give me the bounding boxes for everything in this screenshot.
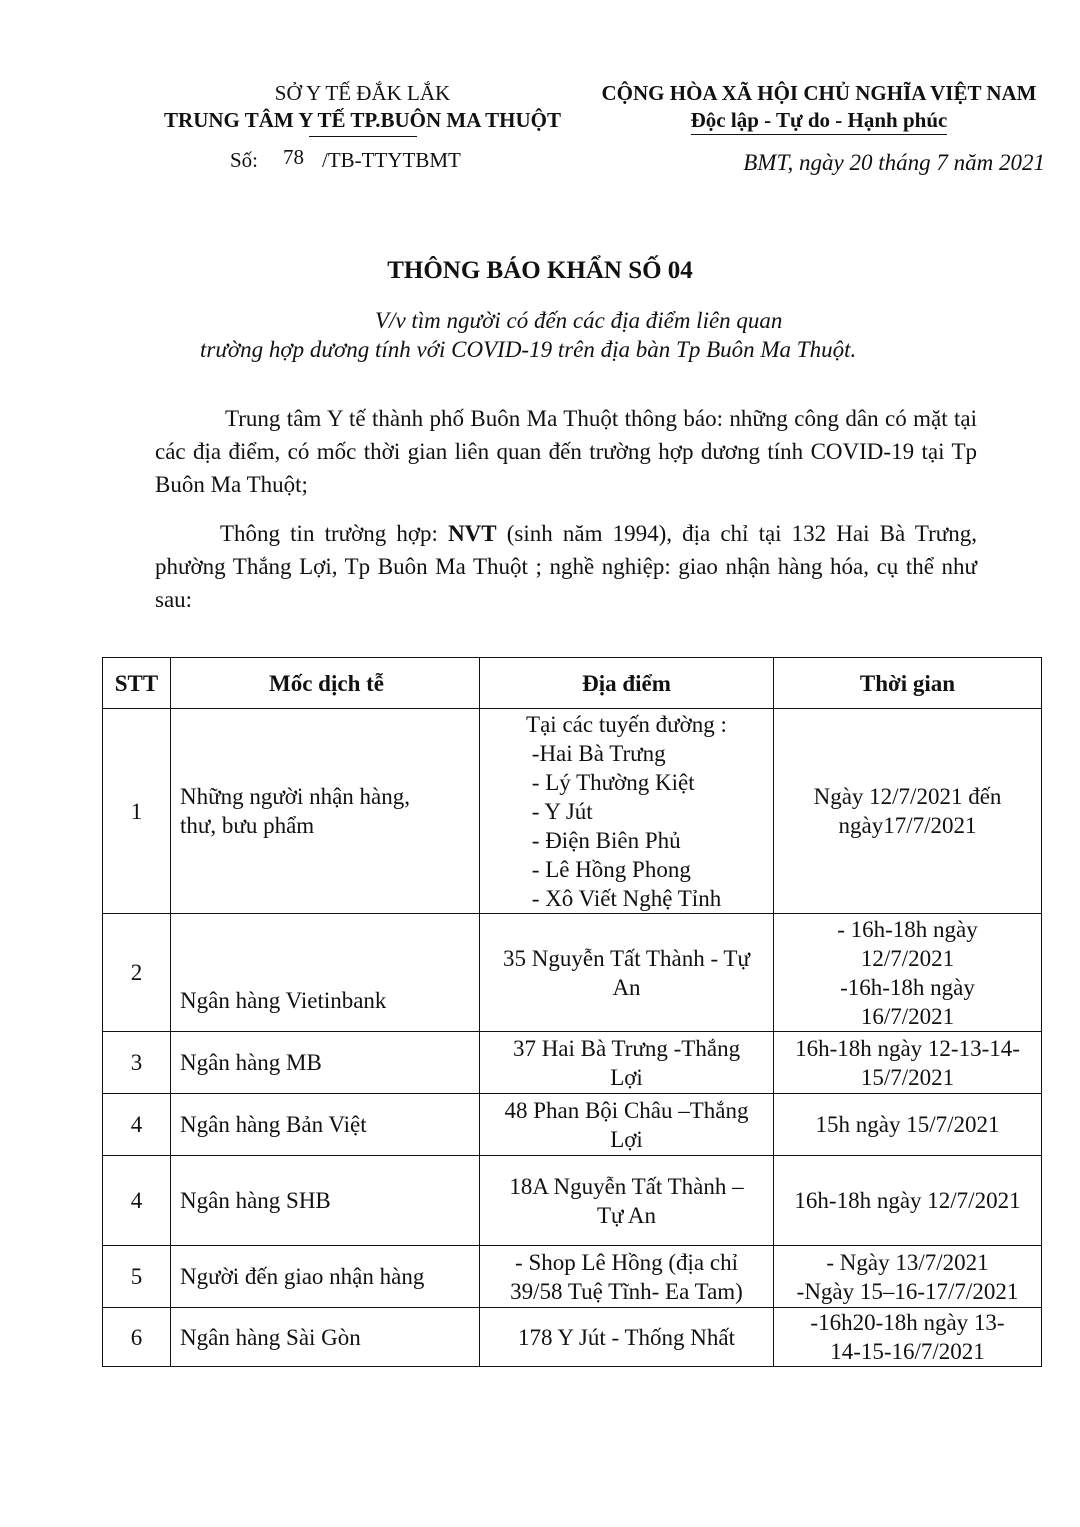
cell-thoi-gian: 15h ngày 15/7/2021	[774, 1094, 1042, 1156]
cell-line: 16h-18h ngày 12-13-14-	[795, 1035, 1020, 1061]
table-row	[103, 709, 1042, 914]
col-header-dia-diem: Địa điểm	[480, 658, 774, 709]
issuing-agency-block	[150, 80, 575, 137]
cell-dia-diem	[480, 1094, 774, 1156]
cell-line: Lợi	[610, 1064, 643, 1090]
cell-line: 12/7/2021	[860, 945, 955, 971]
cell-line: Lợi	[610, 1126, 643, 1152]
cell-line: -16h-18h ngày	[840, 974, 975, 1000]
street-item: - Xô Viết Nghệ Tỉnh	[531, 885, 722, 911]
national-motto: Độc lập - Tự do - Hạnh phúc	[691, 108, 948, 135]
case-info-prefix: Thông tin trường hợp:	[220, 521, 449, 546]
cell-line: 48 Phan Bội Châu –Thắng	[504, 1097, 749, 1123]
table-row	[103, 1032, 1042, 1094]
cell-line: 35 Nguyễn Tất Thành - Tự	[503, 945, 750, 971]
cell-thoi-gian: 16h-18h ngày 12/7/2021	[774, 1156, 1042, 1246]
cell-line: Tại các tuyến đường :	[526, 711, 727, 737]
street-list	[532, 739, 721, 913]
cell-line: - 16h-18h ngày	[837, 916, 978, 942]
document-number-value: 78	[283, 145, 305, 169]
document-number-suffix: /TB-TTYTBMT	[322, 148, 461, 172]
cell-stt: 5	[103, 1246, 171, 1308]
cell-thoi-gian	[774, 1246, 1042, 1308]
col-header-moc-dich-te: Mốc dịch tễ	[171, 658, 480, 709]
cell-line: 18A Nguyễn Tất Thành –	[509, 1173, 744, 1199]
street-item: - Lê Hồng Phong	[531, 856, 691, 882]
cell-line: 39/58 Tuệ Tĩnh- Ea Tam)	[510, 1278, 743, 1304]
cell-stt: 6	[103, 1308, 171, 1367]
cell-moc: Ngân hàng Vietinbank	[171, 914, 480, 1032]
national-motto-block	[580, 80, 1058, 134]
cell-line: Tự An	[596, 1202, 657, 1228]
intro-paragraph: Trung tâm Y tế thành phố Buôn Ma Thuột thông báo: những công dân có mặt tại các địa điểm, có mốc thời gian liên quan đến trường hợp dương tính COVID-19 tại Tp Buôn Ma Thuột;	[155, 406, 977, 497]
cell-moc: Ngân hàng Sài Gòn	[171, 1308, 480, 1367]
parent-agency: SỞ Y TẾ ĐẮK LẮK	[274, 81, 451, 105]
street-item: - Lý Thường Kiệt	[531, 769, 695, 795]
street-item: - Điện Biên Phủ	[531, 827, 681, 853]
cell-line: - Ngày 13/7/2021	[826, 1249, 989, 1275]
cell-dia-diem	[480, 914, 774, 1032]
cell-thoi-gian	[774, 1032, 1042, 1094]
document-title: THÔNG BÁO KHẨN SỐ 04	[387, 257, 693, 284]
street-item: - Y Jút	[531, 798, 593, 824]
street-item: -Hai Bà Trưng	[531, 740, 666, 766]
table-header-row	[103, 658, 1042, 709]
cell-dia-diem	[480, 1246, 774, 1308]
table-row	[103, 914, 1042, 1032]
cell-stt: 3	[103, 1032, 171, 1094]
subject-line-1: V/v tìm người có đến các địa điểm liên quan	[375, 308, 783, 333]
subject-line-2: trường hợp dương tính với COVID-19 trên địa bàn Tp Buôn Ma Thuột.	[200, 337, 857, 362]
cell-moc: Ngân hàng MB	[171, 1032, 480, 1094]
cell-line: An	[612, 974, 641, 1000]
col-header-thoi-gian: Thời gian	[774, 658, 1042, 709]
cell-thoi-gian	[774, 914, 1042, 1032]
cell-stt: 4	[103, 1094, 171, 1156]
issuing-agency: TRUNG TÂM Y TẾ TP.BUÔN MA THUỘT	[164, 108, 561, 132]
cell-dia-diem	[480, 1156, 774, 1246]
col-header-stt: STT	[103, 658, 171, 709]
case-id: NVT	[448, 521, 497, 546]
agency-underline	[309, 136, 417, 137]
cell-line: 15/7/2021	[860, 1064, 955, 1090]
cell-stt: 2	[103, 914, 171, 1032]
cell-moc: Người đến giao nhận hàng	[171, 1246, 480, 1308]
cell-line: Những người nhận hàng,	[180, 784, 411, 809]
document-date: BMT, ngày 20 tháng 7 năm 2021	[743, 150, 1045, 175]
cell-stt: 1	[103, 709, 171, 914]
document-number	[230, 145, 461, 173]
cell-line: -Ngày 15–16-17/7/2021	[796, 1278, 1019, 1304]
cell-line: -16h20-18h ngày 13-	[810, 1310, 1005, 1335]
cell-thoi-gian	[774, 709, 1042, 914]
case-info-details: (sinh năm 1994), địa chỉ tại 132 Hai Bà Trưng, phường Thắng Lợi, Tp Buôn Ma Thuột ; nghề nghiệp: giao nhận hàng hóa, cụ thể như sau:	[155, 521, 978, 612]
table-row	[103, 1156, 1042, 1246]
table-row	[103, 1246, 1042, 1308]
cell-line: thư, bưu phẩm	[180, 813, 315, 838]
cell-moc: Ngân hàng SHB	[171, 1156, 480, 1246]
cell-moc: Ngân hàng Bản Việt	[171, 1094, 480, 1156]
case-info-paragraph	[155, 517, 977, 616]
cell-line: ngày17/7/2021	[838, 813, 977, 838]
cell-dia-diem	[480, 709, 774, 914]
cell-dia-diem: 178 Y Jút - Thống Nhất	[480, 1308, 774, 1367]
epidemiological-table	[102, 657, 1042, 1367]
table-row	[103, 1094, 1042, 1156]
cell-line: 16/7/2021	[860, 1003, 955, 1029]
cell-moc	[171, 709, 480, 914]
document-number-label: Số:	[230, 148, 259, 172]
cell-line: 14-15-16/7/2021	[830, 1339, 985, 1364]
cell-line: Ngày 12/7/2021 đến	[813, 784, 1002, 809]
cell-thoi-gian	[774, 1308, 1042, 1367]
table-row	[103, 1308, 1042, 1367]
country-name: CỘNG HÒA XÃ HỘI CHỦ NGHĨA VIỆT NAM	[601, 81, 1037, 105]
cell-line: 37 Hai Bà Trưng -Thắng	[512, 1035, 741, 1061]
cell-dia-diem	[480, 1032, 774, 1094]
cell-line: - Shop Lê Hồng (địa chỉ	[515, 1249, 738, 1275]
cell-stt: 4	[103, 1156, 171, 1246]
